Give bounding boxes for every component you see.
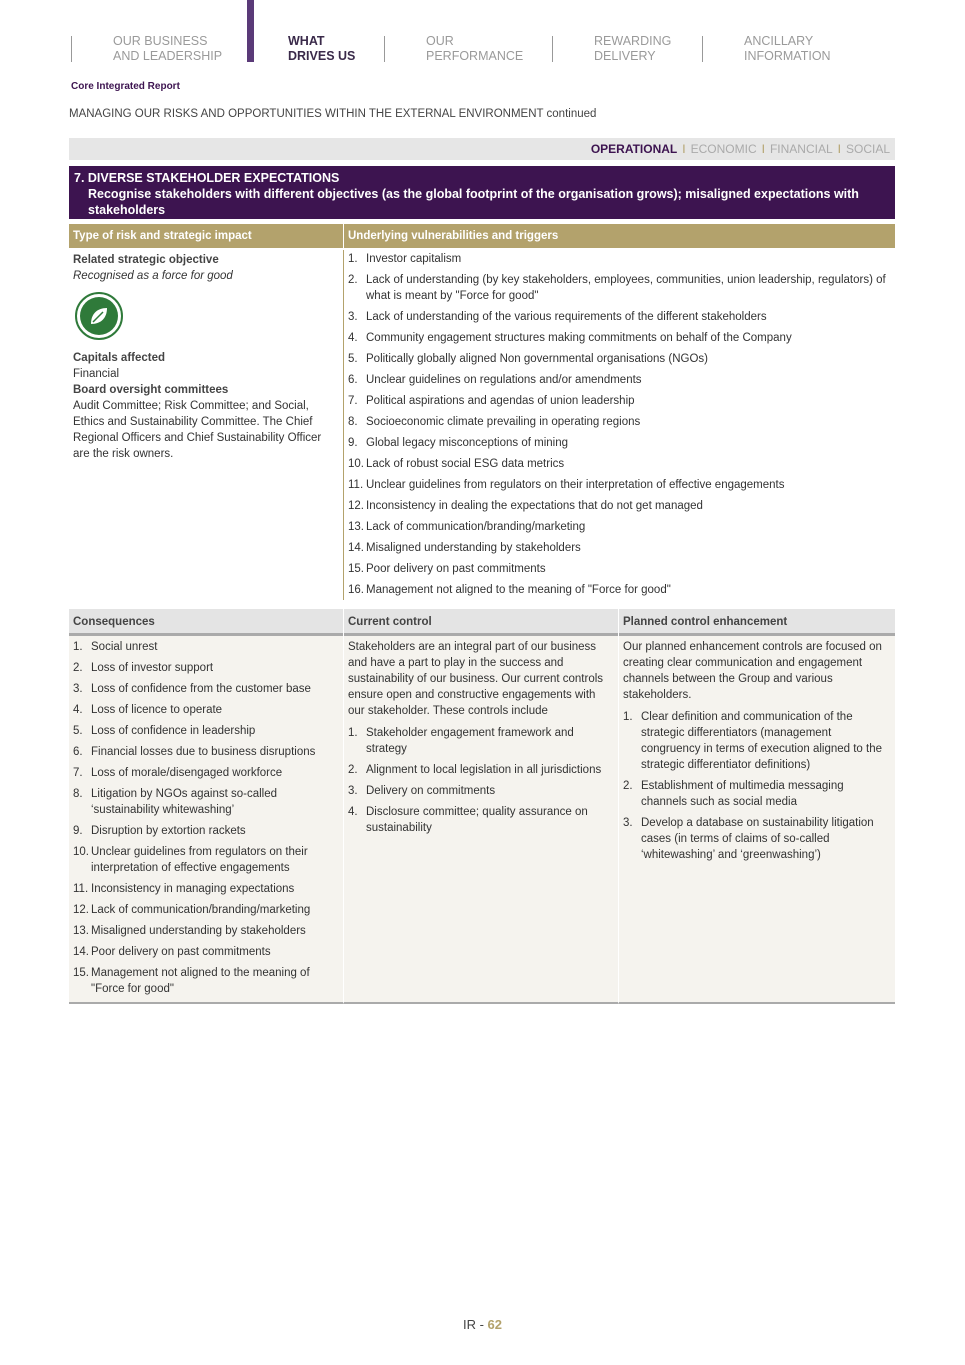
nav-label: DRIVES US — [288, 49, 356, 63]
nav-what-drives-us[interactable] — [244, 34, 355, 64]
item-number: 2. — [73, 662, 83, 674]
risk-title-block — [69, 166, 895, 219]
separator: I — [761, 142, 765, 156]
list-item — [73, 823, 339, 839]
board-label: Board oversight committees — [73, 384, 229, 396]
list-item — [348, 804, 614, 836]
item-text: Poor delivery on past commitments — [366, 563, 546, 575]
item-text: Management not aligned to the meaning of "Force for good" — [366, 584, 671, 596]
item-text: Disruption by extortion rackets — [91, 825, 246, 837]
planned-control-column — [619, 609, 895, 1004]
item-number: 2. — [348, 764, 358, 776]
list-item — [348, 251, 891, 267]
item-number: 9. — [348, 437, 358, 449]
item-number: 9. — [73, 825, 83, 837]
item-text: Political aspirations and agendas of union leadership — [366, 395, 635, 407]
item-text: Poor delivery on past commitments — [91, 946, 271, 958]
board-value: Audit Committee; Risk Committee; and Social, Ethics and Sustainability Committee. The Chief Regional Officers and Chief Sustainability Officer are the risk owners. — [73, 400, 322, 460]
item-text: Lack of robust social ESG data metrics — [366, 458, 565, 470]
list-item — [623, 815, 891, 863]
planned-intro: Our planned enhancement controls are focused on creating clear communication and engagement channels between the Group and various stakeholders. — [623, 641, 882, 701]
item-number: 6. — [73, 746, 83, 758]
nav-label: REWARDING — [594, 34, 672, 48]
item-number: 7. — [73, 767, 83, 779]
item-text: Inconsistency in managing expectations — [91, 883, 295, 895]
item-number: 1. — [73, 641, 83, 653]
list-item — [73, 965, 339, 997]
item-number: 3. — [623, 817, 633, 829]
separator: I — [682, 142, 686, 156]
item-number: 4. — [348, 806, 358, 818]
top-table — [69, 250, 895, 604]
list-item — [73, 923, 339, 939]
item-text: Litigation by NGOs against so-called ‘sustainability whitewashing’ — [91, 788, 278, 816]
item-text: Loss of morale/disengaged workforce — [91, 767, 283, 779]
category-operational[interactable]: OPERATIONAL — [590, 142, 678, 156]
item-text: Social unrest — [91, 641, 158, 653]
item-text: Delivery on commitments — [366, 785, 496, 797]
list-item — [623, 709, 891, 773]
item-number: 8. — [73, 788, 83, 800]
item-number: 14. — [73, 946, 89, 958]
leaf-icon — [75, 292, 123, 340]
item-text: Politically globally aligned Non governmental organisations (NGOs) — [366, 353, 708, 365]
list-item — [348, 351, 891, 367]
item-text: Lack of understanding (by key stakeholders, employees, communities, union leadership, regulators) of what is meant by "Force for good" — [366, 274, 886, 302]
item-number: 12. — [348, 500, 364, 512]
list-item — [73, 902, 339, 918]
item-text: Management not aligned to the meaning of "Force for good" — [91, 967, 310, 995]
item-number: 11. — [73, 883, 89, 895]
item-number: 10. — [348, 458, 364, 470]
item-text: Unclear guidelines on regulations and/or amendments — [366, 374, 642, 386]
list-item — [348, 582, 891, 598]
nav-label: AND LEADERSHIP — [113, 49, 223, 63]
list-item — [73, 881, 339, 897]
separator: I — [837, 142, 841, 156]
objective-value: Recognised as a force for good — [73, 270, 233, 282]
list-item — [73, 765, 339, 781]
item-number: 3. — [73, 683, 83, 695]
header-consequences: Consequences — [69, 609, 343, 636]
list-item — [73, 639, 339, 655]
header-planned-control: Planned control enhancement — [619, 609, 895, 636]
risk-title: 7. DIVERSE STAKEHOLDER EXPECTATIONS — [74, 171, 340, 185]
header-current-control: Current control — [344, 609, 618, 636]
nav-label: OUR BUSINESS — [113, 34, 208, 48]
list-item — [73, 744, 339, 760]
item-number: 2. — [348, 274, 358, 286]
item-text: Clear definition and communication of the strategic differentiators (management congruency in terms of execution aligned to the strategic differentiator definitions) — [641, 711, 883, 771]
consequences-column — [69, 609, 344, 1004]
item-text: Unclear guidelines from regulators on their interpretation of effective engagements — [366, 479, 785, 491]
list-item — [348, 561, 891, 577]
list-item — [348, 330, 891, 346]
list-item — [73, 844, 339, 876]
list-item — [348, 372, 891, 388]
capitals-label: Capitals affected — [73, 352, 166, 364]
item-number: 3. — [348, 311, 358, 323]
item-number: 10. — [73, 846, 89, 858]
bottom-table — [69, 609, 895, 1004]
current-control-column — [344, 609, 619, 1004]
list-item — [348, 393, 891, 409]
section-title: MANAGING OUR RISKS AND OPPORTUNITIES WITHIN THE EXTERNAL ENVIRONMENT continued — [69, 108, 597, 120]
top-table-header — [69, 224, 895, 248]
page-number — [0, 1317, 965, 1332]
item-text: Inconsistency in dealing the expectations that do not get managed — [366, 500, 703, 512]
list-item — [348, 519, 891, 535]
item-number: 2. — [623, 780, 633, 792]
header-vulnerabilities: Underlying vulnerabilities and triggers — [348, 230, 559, 242]
list-item — [348, 272, 891, 304]
item-number: 15. — [73, 967, 89, 979]
item-number: 14. — [348, 542, 364, 554]
category-financial[interactable]: FINANCIAL — [769, 142, 833, 156]
page-num: 62 — [487, 1317, 503, 1332]
report-label: Core Integrated Report — [71, 81, 180, 92]
item-number: 6. — [348, 374, 358, 386]
list-item — [348, 540, 891, 556]
item-text: Stakeholder engagement framework and strategy — [366, 727, 574, 755]
list-item — [73, 702, 339, 718]
list-item — [73, 786, 339, 818]
item-number: 1. — [348, 253, 358, 265]
item-text: Investor capitalism — [366, 253, 462, 265]
item-number: 7. — [348, 395, 358, 407]
item-number: 1. — [348, 727, 358, 739]
nav-label: INFORMATION — [744, 49, 831, 63]
item-text: Misaligned understanding by stakeholders — [91, 925, 306, 937]
item-text: Loss of investor support — [91, 662, 214, 674]
nav-our-performance[interactable] — [382, 34, 523, 64]
list-item — [348, 309, 891, 325]
category-economic[interactable]: ECONOMIC — [690, 142, 757, 156]
nav-label: WHAT — [288, 34, 325, 48]
item-number: 15. — [348, 563, 364, 575]
item-text: Alignment to local legislation in all jurisdictions — [366, 764, 602, 776]
item-number: 12. — [73, 904, 89, 916]
item-text: Community engagement structures making commitments on behalf of the Company — [366, 332, 792, 344]
vulnerabilities-cell — [344, 250, 895, 604]
item-text: Loss of confidence from the customer base — [91, 683, 311, 695]
nav-rewarding-delivery[interactable] — [550, 34, 671, 64]
nav-label: PERFORMANCE — [426, 49, 524, 63]
risk-impact-cell — [69, 250, 344, 600]
list-item — [348, 498, 891, 514]
item-text: Financial losses due to business disruptions — [91, 746, 316, 758]
list-item — [348, 456, 891, 472]
item-text: Establishment of multimedia messaging channels such as social media — [641, 780, 844, 808]
nav-label: ANCILLARY — [744, 34, 814, 48]
item-text: Disclosure committee; quality assurance on sustainability — [366, 806, 588, 834]
list-item — [348, 725, 614, 757]
item-text: Global legacy misconceptions of mining — [366, 437, 568, 449]
list-item — [623, 778, 891, 810]
list-item — [348, 414, 891, 430]
list-item — [348, 477, 891, 493]
nav-our-business[interactable] — [69, 34, 222, 64]
item-number: 4. — [348, 332, 358, 344]
item-text: Loss of confidence in leadership — [91, 725, 256, 737]
list-item — [348, 762, 614, 778]
objective-label: Related strategic objective — [73, 254, 219, 266]
capitals-value: Financial — [73, 368, 120, 380]
list-item — [348, 435, 891, 451]
list-item — [73, 944, 339, 960]
item-number: 1. — [623, 711, 633, 723]
item-text: Misaligned understanding by stakeholders — [366, 542, 581, 554]
item-number: 16. — [348, 584, 364, 596]
item-number: 3. — [348, 785, 358, 797]
nav-ancillary-information[interactable] — [700, 34, 831, 64]
page-prefix: IR - — [462, 1317, 488, 1332]
current-intro: Stakeholders are an integral part of our business and have a part to play in the success and sustainability of our business. Our current controls ensure open and constructive engagements with our stakeholder. These controls include — [348, 641, 604, 717]
item-text: Develop a database on sustainability litigation cases (in terms of claims of so-called ‘whitewashing’ and ‘greenwashing’) — [641, 817, 874, 861]
item-text: Lack of communication/branding/marketing — [91, 904, 311, 916]
item-text: Unclear guidelines from regulators on their interpretation of effective engagements — [91, 846, 308, 874]
item-number: 8. — [348, 416, 358, 428]
category-bar — [69, 138, 895, 160]
item-text: Lack of communication/branding/marketing — [366, 521, 586, 533]
item-number: 11. — [348, 479, 364, 491]
item-text: Lack of understanding of the various requirements of the different stakeholders — [366, 311, 767, 323]
list-item — [73, 681, 339, 697]
list-item — [348, 783, 614, 799]
item-text: Socioeconomic climate prevailing in operating regions — [366, 416, 641, 428]
item-number: 5. — [73, 725, 83, 737]
item-number: 5. — [348, 353, 358, 365]
item-number: 13. — [348, 521, 364, 533]
section-nav — [69, 0, 899, 70]
nav-label: DELIVERY — [594, 49, 656, 63]
category-social[interactable]: SOCIAL — [845, 142, 890, 156]
item-text: Loss of licence to operate — [91, 704, 223, 716]
list-item — [73, 723, 339, 739]
risk-subtitle: Recognise stakeholders with different objectives (as the global footprint of the organisation grows); misaligned expectations with stakeholders — [88, 187, 859, 217]
header-type: Type of risk and strategic impact — [69, 224, 344, 248]
nav-label: OUR — [426, 34, 454, 48]
item-number: 13. — [73, 925, 89, 937]
item-number: 4. — [73, 704, 83, 716]
list-item — [73, 660, 339, 676]
